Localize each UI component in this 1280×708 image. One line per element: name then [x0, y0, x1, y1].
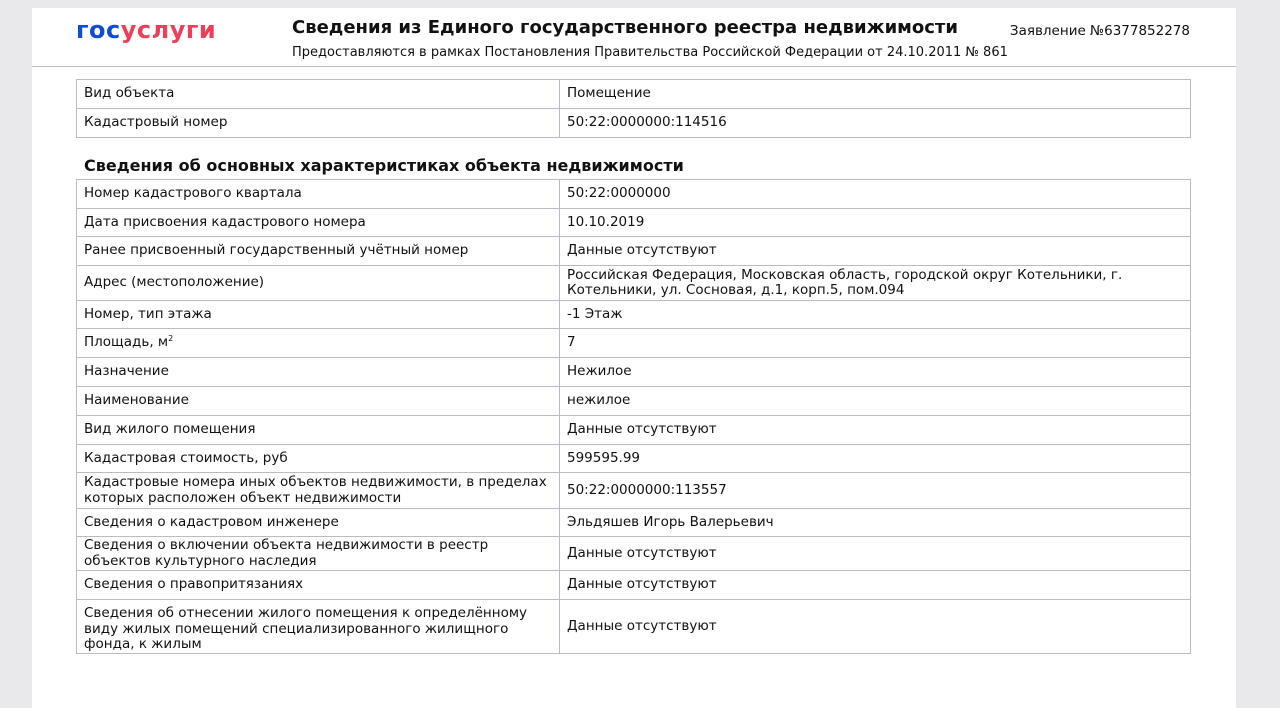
row-label: Номер, тип этажа [77, 301, 560, 329]
row-label: Назначение [77, 358, 560, 387]
row-value: Российская Федерация, Московская область, городской округ Котельники, г. Котельники, ул. Сосновая, д.1, корп.5, пом.094 [560, 266, 1191, 301]
row-label: Вид жилого помещения [77, 416, 560, 445]
document-title: Сведения из Единого государственного реестра недвижимости [292, 17, 958, 38]
row-label: Наименование [77, 387, 560, 416]
row-label: Сведения о включении объекта недвижимости в реестр объектов культурного наследия [77, 537, 560, 571]
table-row [77, 301, 1191, 329]
table-row [77, 80, 1191, 109]
table-row [77, 387, 1191, 416]
document-page [32, 8, 1236, 708]
row-value: Данные отсутствуют [560, 416, 1191, 445]
table-row [77, 266, 1191, 301]
row-value: Эльдяшев Игорь Валерьевич [560, 509, 1191, 537]
row-value: 7 [560, 329, 1191, 358]
row-value: Данные отсутствуют [560, 600, 1191, 654]
row-value: 599595.99 [560, 445, 1191, 473]
table-row [77, 180, 1191, 209]
row-value: Данные отсутствуют [560, 537, 1191, 571]
row-value: Данные отсутствуют [560, 237, 1191, 266]
row-label: Адрес (местоположение) [77, 266, 560, 301]
row-value: 10.10.2019 [560, 209, 1191, 237]
row-label: Номер кадастрового квартала [77, 180, 560, 209]
object-table [76, 79, 1191, 138]
row-value: Помещение [560, 80, 1191, 109]
document-subtitle: Предоставляются в рамках Постановления Правительства Российской Федерации от 24.10.2011 № 861 [292, 45, 1008, 60]
row-label: Вид объекта [77, 80, 560, 109]
table-row [77, 509, 1191, 537]
table-row [77, 358, 1191, 387]
row-label: Сведения об отнесении жилого помещения к определённому виду жилых помещений специализированного жилищного фонда, к жилым [77, 600, 560, 654]
row-value: Данные отсутствуют [560, 571, 1191, 600]
section-title: Сведения об основных характеристиках объекта недвижимости [84, 156, 684, 175]
row-label: Кадастровая стоимость, руб [77, 445, 560, 473]
table-row [77, 209, 1191, 237]
row-value: 50:22:0000000 [560, 180, 1191, 209]
table-row [77, 329, 1191, 358]
logo-part-1: гос [76, 16, 121, 44]
table-row [77, 600, 1191, 654]
row-value: -1 Этаж [560, 301, 1191, 329]
gosuslugi-logo [76, 16, 216, 44]
logo-part-2: услуги [120, 16, 217, 44]
table-row [77, 109, 1191, 138]
row-label: Сведения о кадастровом инженере [77, 509, 560, 537]
characteristics-table [76, 179, 1191, 654]
table-row [77, 237, 1191, 266]
table-row [77, 537, 1191, 571]
table-row [77, 445, 1191, 473]
row-label: Кадастровый номер [77, 109, 560, 138]
document-header [32, 8, 1236, 67]
area-label-sup: 2 [168, 334, 174, 344]
row-label: Кадастровые номера иных объектов недвижимости, в пределах которых расположен объект недвижимости [77, 473, 560, 509]
row-label: Сведения о правопритязаниях [77, 571, 560, 600]
table-row [77, 571, 1191, 600]
row-label: Ранее присвоенный государственный учётный номер [77, 237, 560, 266]
row-value: Нежилое [560, 358, 1191, 387]
table-row [77, 473, 1191, 509]
row-value: 50:22:0000000:114516 [560, 109, 1191, 138]
row-value: нежилое [560, 387, 1191, 416]
row-label: Дата присвоения кадастрового номера [77, 209, 560, 237]
area-label-text: Площадь, м [84, 334, 169, 351]
row-label [77, 329, 560, 358]
application-number: Заявление №6377852278 [1009, 23, 1190, 39]
table-row [77, 416, 1191, 445]
row-value: 50:22:0000000:113557 [560, 473, 1191, 509]
